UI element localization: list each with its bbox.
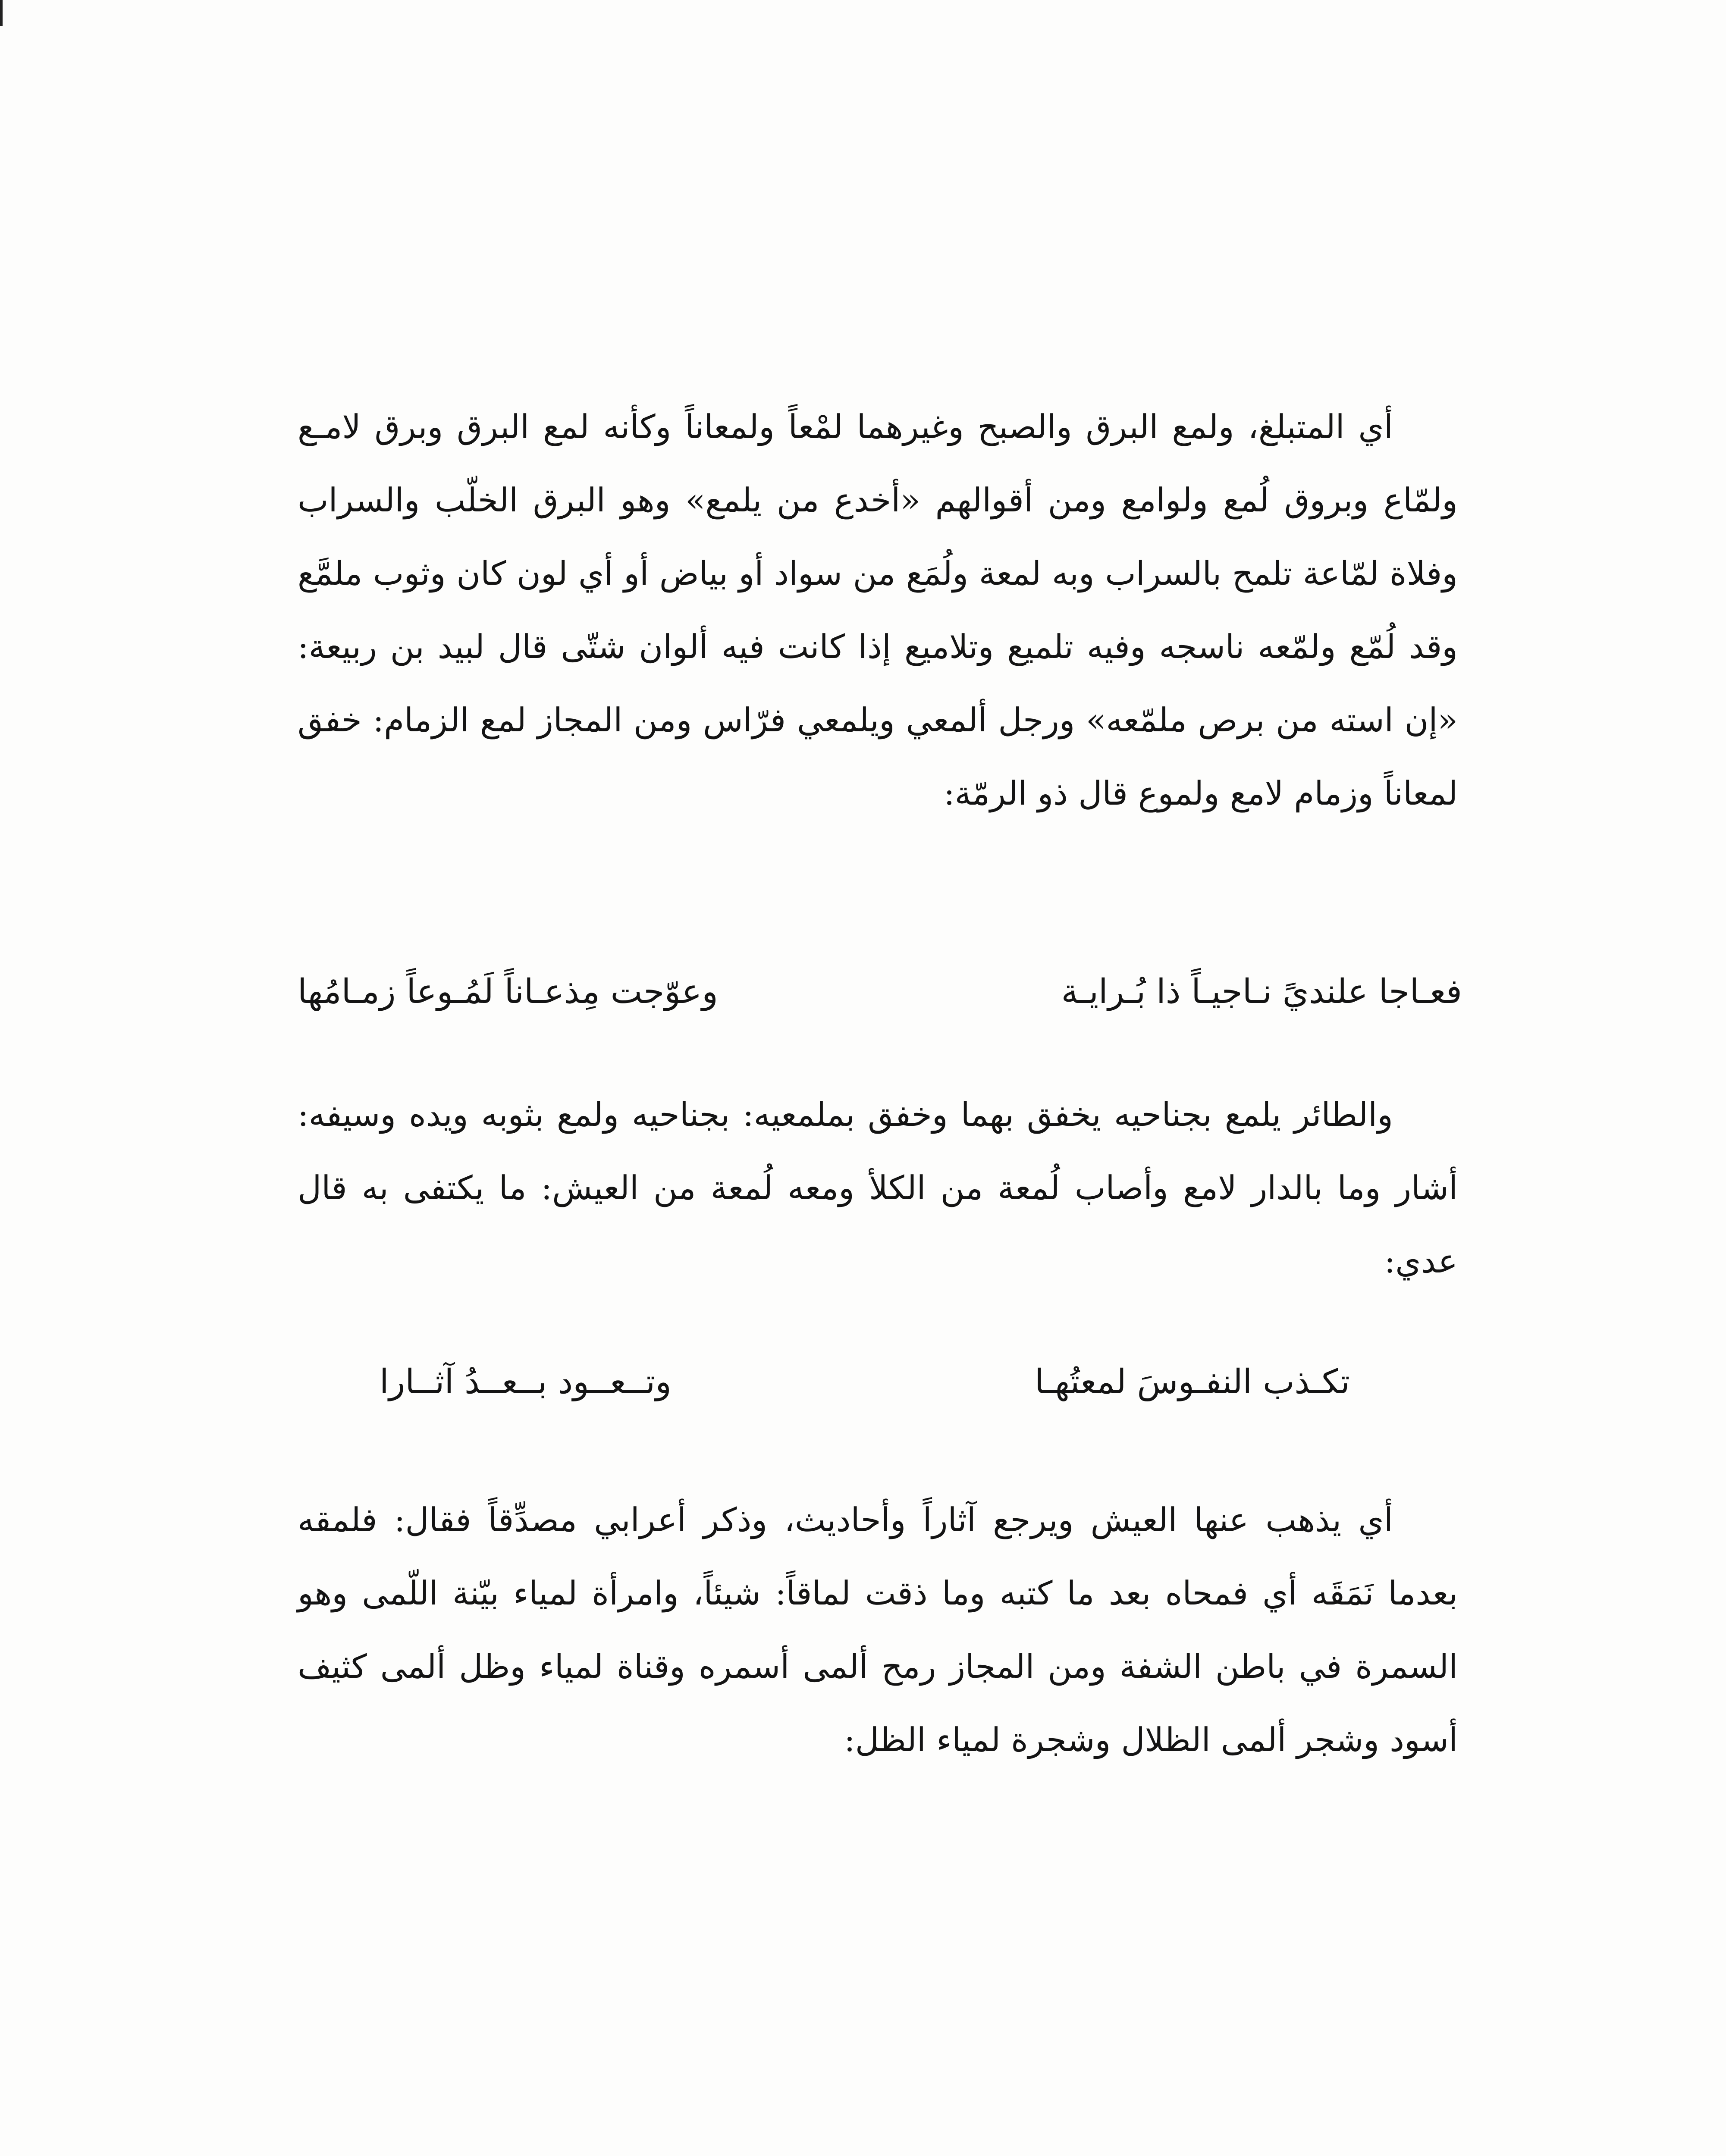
paragraph-2: والطائر يلمع بجناحيه يخفق بهما وخفق بملمعيه: بجناحيه ولمع بثوبه ويده وسيفه: أشار وما بالدار لامع وأصاب لُمعة من الكلأ ومعه لُمعة من العيش: ما يكتفى به قال عدي: [298,1095,1458,1280]
verse-2-second-hemistich: وتــعــود بــعــدُ آثــارا [380,1363,672,1401]
verse-1-second-hemistich: وعوّجت مِذعـاناً لَمُـوعاً زمـامُها [298,972,718,1011]
paragraph-1: أي المتبلغ، ولمع البرق والصبح وغيرهما لمْعاً ولمعاناً وكأنه لمع البرق وبرق لامـع ولمّاع وبروق لُمع ولوامع ومن أقوالهم «أخدع من يلمع» وهو البرق الخلّب والسراب وفلاة لمّاعة تلمح بالسراب وبه لمعة ولُمَع من سواد أو بياض أو أي لون كان وثوب ملمَّع وقد لُمّع ولمّعه ناسجه وفيه تلميع وتلاميع إذا كانت فيه ألوان شتّى قال لبيد بن ربيعة: «إن استه من برص ملمّعه» ورجل ألمعي ويلمعي فرّاس ومن المجاز لمع الزمام: خفق لمعاناً وزمام لامع ولموع قال ذو الرمّة: [298,407,1458,812]
page-edge-mark [0,0,3,26]
verse-2 [380,1356,1350,1408]
verse-2-first-hemistich: تكـذب النفـوسَ لمعتُهـا [1035,1363,1350,1401]
paragraph-3: أي يذهب عنها العيش ويرجع آثاراً وأحاديث، وذكر أعرابي مصدِّقاً فقال: فلمقه بعدما نَمَقَه أي فمحاه بعد ما كتبه وما ذقت لماقاً: شيئاً، وامرأة لمياء بيّنة اللّمى وهو السمرة في باطن الشفة ومن المجاز رمح ألمى أسمره وقناة لمياء وظل ألمى كثيف أسود وشجر ألمى الظلال وشجرة لمياء الظل: [298,1501,1458,1759]
verse-1 [298,966,1462,1018]
verse-1-first-hemistich: فعـاجا علنديً نـاجيـاً ذا بُـرايـة [1061,972,1462,1011]
